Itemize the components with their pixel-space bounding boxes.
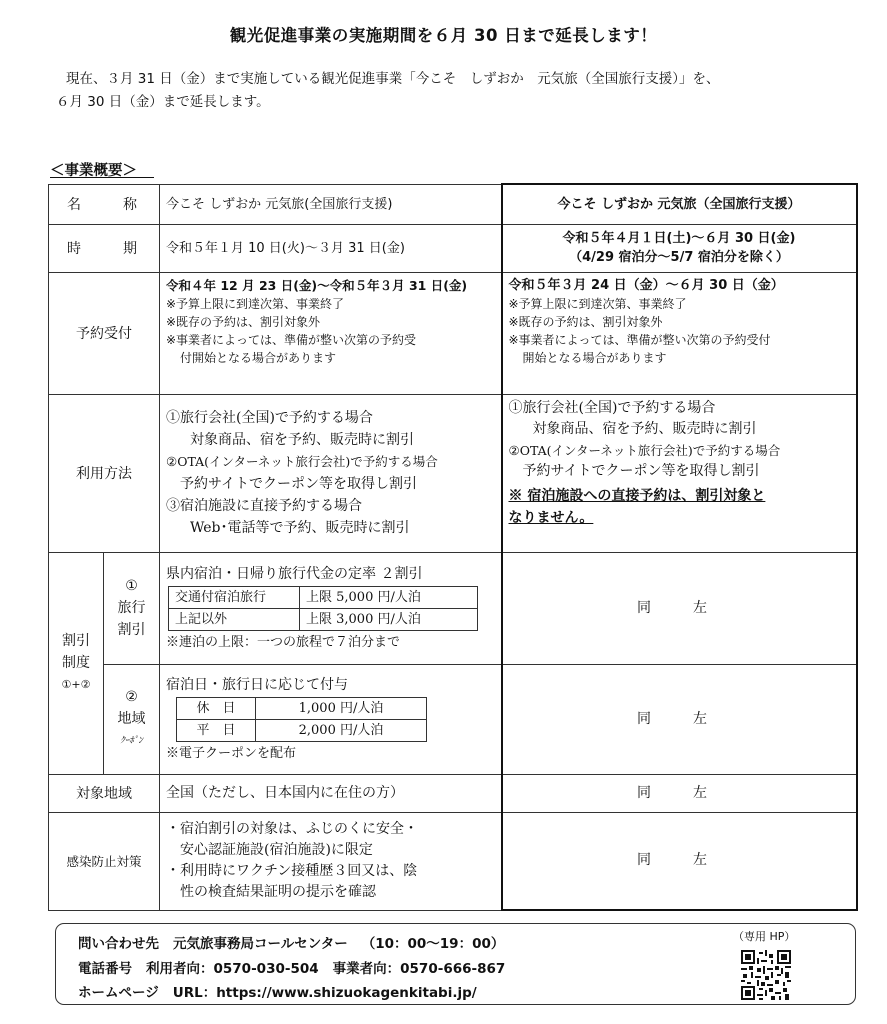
- reservation-old-note-4: 付開始となる場合があります: [180, 350, 337, 365]
- reservation-new-note-3: ※事業者によっては、準備が整い次第の予約受付: [508, 332, 771, 347]
- row-infection-new: 同 左: [502, 812, 857, 910]
- discount-label-line2: 制度: [62, 655, 90, 671]
- phone-line: [78, 957, 505, 977]
- infection-old-line-4: 性の検査結果証明の提示を確認: [180, 884, 376, 900]
- contact-label: 問い合わせ先: [78, 936, 159, 952]
- coupon-label-line1: 地域: [117, 711, 146, 727]
- coupon-amount: 1,000 円/人泊: [256, 697, 427, 719]
- reservation-old-head: 令和４年 12 月 23 日(金)～令和５年３月 31 日(金): [166, 277, 468, 293]
- row-name-label: 名 称: [49, 184, 160, 224]
- row-infection-label: 感染防止対策: [49, 812, 160, 910]
- row-infection-old: [160, 812, 502, 910]
- travel-discount-new: 同 左: [502, 552, 857, 664]
- travel-label-line1: 旅行: [117, 600, 146, 616]
- overview-table: [48, 183, 858, 911]
- row-usage-label: 利用方法: [49, 394, 160, 552]
- row-discount-travel: [49, 552, 857, 664]
- travel-rate-row: [169, 586, 478, 608]
- infection-old-line-1: ・宿泊割引の対象は、ふじのくに安全・: [166, 821, 418, 837]
- homepage-label: ホームページ: [78, 985, 159, 1001]
- row-infection: [49, 812, 857, 910]
- usage-new-warning-2: なりません。: [508, 509, 594, 526]
- usage-new-warning-1: ※ 宿泊施設への直接予約は、割引対象と: [508, 487, 766, 504]
- usage-new-line-3: ②OTA(インターネット旅行会社)で予約する場合: [508, 442, 781, 458]
- travel-label-line2: 割引: [117, 622, 146, 638]
- row-period-label: 時 期: [49, 224, 160, 272]
- reservation-new-note-4: 開始となる場合があります: [522, 350, 667, 365]
- intro-line-2: ６月 30 日（金）まで延長します。: [56, 94, 270, 110]
- row-period: [49, 224, 857, 272]
- row-region: [49, 774, 857, 812]
- coupon-note: ※電子クーポンを配布: [166, 745, 297, 761]
- coupon-day: 平 日: [177, 719, 256, 741]
- usage-new-line-2: 対象商品、宿を予約、販売時に割引: [532, 420, 757, 437]
- usage-old-line-3: ②OTA(インターネット旅行会社)で予約する場合: [166, 454, 438, 469]
- coupon-amount-row: [177, 697, 427, 719]
- travel-discount-label: [104, 552, 160, 664]
- row-reservation-old: [160, 272, 502, 394]
- row-period-new-line2: （4/29 宿泊分～5/7 宿泊分を除く）: [569, 250, 789, 265]
- phone-user[interactable]: 利用者向：0570-030-504: [146, 961, 319, 977]
- travel-rate-limit: 上限 5,000 円/人泊: [300, 586, 478, 608]
- reservation-old-note-2: ※既存の予約は、割引対象外: [166, 314, 321, 329]
- contact-name: 元気旅事務局コールセンター: [173, 936, 348, 952]
- coupon-new: 同 左: [502, 664, 857, 774]
- infection-old-line-3: ・利用時にワクチン接種歴３回又は、陰: [166, 863, 418, 879]
- coupon-old: [160, 664, 502, 774]
- travel-rate-type: 交通付宿泊旅行: [169, 586, 300, 608]
- coupon-day: 休 日: [177, 697, 256, 719]
- usage-old-line-4: 予約サイトでクーポン等を取得し割引: [180, 476, 418, 492]
- usage-old-line-2: 対象商品、宿を予約、販売時に割引: [190, 432, 414, 448]
- intro-line-1: 現在、３月 31 日（金）まで実施している観光促進事業「今こそ しずおか 元気旅（全国旅行支援）」を、: [66, 71, 720, 87]
- row-usage: [49, 394, 857, 552]
- row-usage-old: [160, 394, 502, 552]
- row-period-new-line1: 令和５年４月１日(土)～６月 30 日(金): [562, 231, 796, 246]
- row-reservation-new: [502, 272, 857, 394]
- usage-old-line-6: Web･電話等で予約、販売時に割引: [190, 520, 410, 536]
- row-period-old: 令和５年１月 10 日(火)～３月 31 日(金): [160, 224, 502, 272]
- discount-label-line1: 割引: [62, 633, 90, 649]
- phone-label: 電話番号: [78, 961, 132, 977]
- travel-label-num: ①: [125, 578, 138, 594]
- section-underline: [50, 177, 154, 178]
- travel-note: ※連泊の上限：一つの旅程で７泊分まで: [166, 634, 401, 650]
- usage-old-line-1: ①旅行会社(全国)で予約する場合: [166, 410, 373, 426]
- contact-box: [55, 923, 856, 1005]
- row-period-new: [502, 224, 857, 272]
- travel-discount-old: [160, 552, 502, 664]
- coupon-head: 宿泊日・旅行日に応じて付与: [166, 676, 348, 693]
- usage-new-line-4: 予約サイトでクーポン等を取得し割引: [522, 462, 760, 479]
- row-region-new: 同 左: [502, 774, 857, 812]
- coupon-label: [104, 664, 160, 774]
- section-label: ＜事業概要＞: [50, 163, 137, 179]
- row-reservation-label: 予約受付: [49, 272, 160, 394]
- row-name-old: 今こそ しずおか 元気旅(全国旅行支援): [160, 184, 502, 224]
- row-region-label: 対象地域: [49, 774, 160, 812]
- page-title: 観光促進事業の実施期間を６月 30 日まで延長します！: [229, 26, 658, 45]
- travel-rate-table: [168, 586, 478, 631]
- travel-rate-limit: 上限 3,000 円/人泊: [300, 608, 478, 630]
- qr-label: （専用 HP）: [733, 930, 796, 943]
- usage-new-line-1: ①旅行会社(全国)で予約する場合: [508, 399, 716, 416]
- homepage-line: [78, 981, 477, 1001]
- reservation-new-note-1: ※予算上限に到達次第、事業終了: [508, 296, 687, 311]
- row-name-new: 今こそ しずおか 元気旅（全国旅行支援）: [502, 184, 857, 224]
- row-discount-coupon: [49, 664, 857, 774]
- row-region-old: 全国（ただし、日本国内に在住の方）: [160, 774, 502, 812]
- travel-head: 県内宿泊・日帰り旅行代金の定率 ２割引: [166, 565, 423, 582]
- reservation-new-note-2: ※既存の予約は、割引対象外: [508, 314, 663, 329]
- usage-old-line-5: ③宿泊施設に直接予約する場合: [166, 498, 362, 514]
- discount-label-line3: ①+②: [61, 678, 91, 691]
- coupon-label-num: ②: [125, 689, 138, 705]
- coupon-label-line2: ｸｰﾎﾟﾝ: [120, 736, 143, 746]
- homepage-url[interactable]: URL：https://www.shizuokagenkitabi.jp/: [172, 985, 477, 1001]
- infection-old-line-2: 安心認証施設(宿泊施設)に限定: [180, 842, 373, 858]
- coupon-amount-table: [176, 697, 427, 742]
- row-reservation: [49, 272, 857, 394]
- row-discount-label: [49, 552, 104, 774]
- contact-hours: （10：00～19：00）: [361, 936, 505, 952]
- phone-business[interactable]: 事業者向：0570-666-867: [332, 961, 506, 977]
- coupon-amount: 2,000 円/人泊: [256, 719, 427, 741]
- row-name: [49, 184, 857, 224]
- qr-code-icon[interactable]: [741, 950, 791, 1000]
- intro-paragraph: [56, 68, 856, 114]
- reservation-old-note-3: ※事業者によっては、準備が整い次第の予約受: [166, 332, 417, 347]
- reservation-old-note-1: ※予算上限に到達次第、事業終了: [166, 296, 345, 311]
- reservation-new-head: 令和５年３月 24 日（金）～６月 30 日（金）: [508, 277, 784, 293]
- travel-rate-row: [169, 608, 478, 630]
- row-usage-new: [502, 394, 857, 552]
- travel-rate-type: 上記以外: [169, 608, 300, 630]
- coupon-amount-row: [177, 719, 427, 741]
- contact-line: [78, 932, 504, 952]
